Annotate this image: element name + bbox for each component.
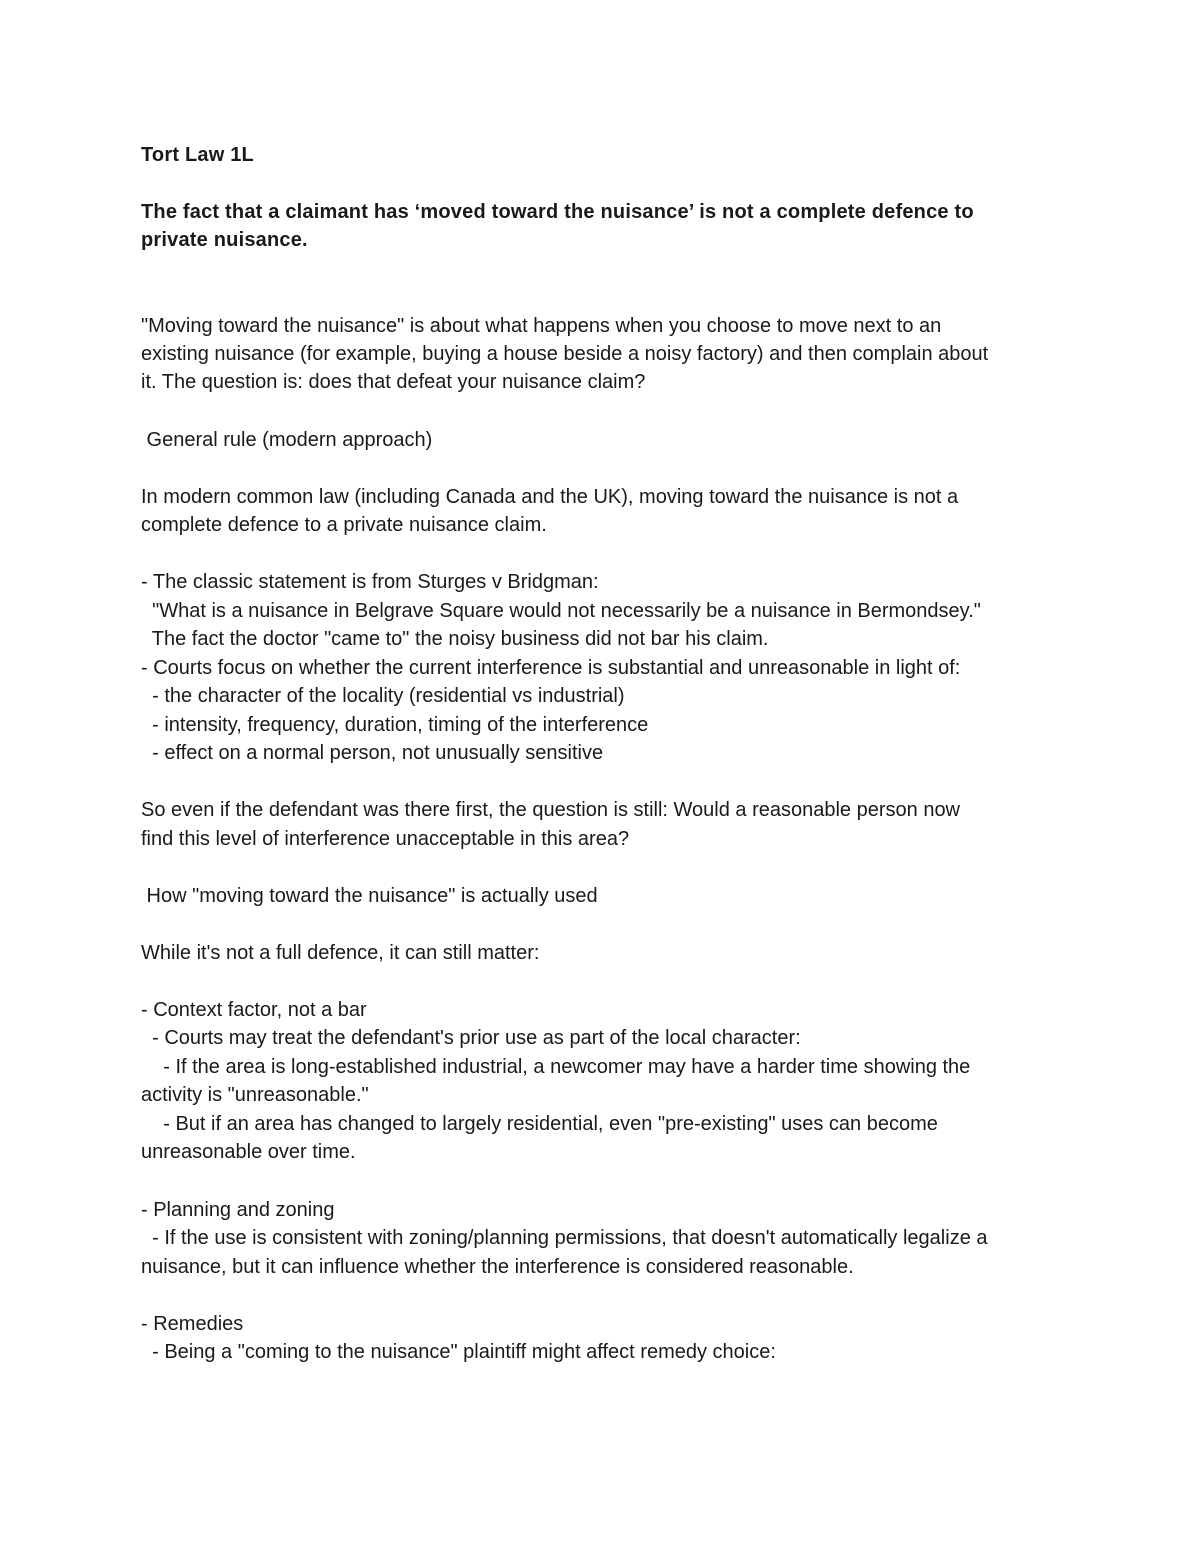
while-line: While it's not a full defence, it can still matter: xyxy=(141,942,540,964)
remedies-line-2: - Being a "coming to the nuisance" plaintiff might affect remedy choice: xyxy=(141,1341,776,1363)
context-line-6: unreasonable over time. xyxy=(141,1141,356,1163)
planning-line-1: - Planning and zoning xyxy=(141,1199,335,1221)
classic-line-4: - Courts focus on whether the current interference is substantial and unreasonable in light of: xyxy=(141,657,961,679)
classic-line-3: The fact the doctor "came to" the noisy business did not bar his claim. xyxy=(141,628,769,650)
general-rule-line-2: complete defence to a private nuisance claim. xyxy=(141,514,547,536)
intro-line-1: "Moving toward the nuisance" is about what happens when you choose to move next to an xyxy=(141,315,942,337)
planning-line-2: - If the use is consistent with zoning/planning permissions, that doesn't automatically legalize a xyxy=(141,1227,988,1249)
so-even-line-1: So even if the defendant was there first, the question is still: Would a reasonable person now xyxy=(141,799,961,821)
general-rule-line-1: In modern common law (including Canada and the UK), moving toward the nuisance is not a xyxy=(141,486,959,508)
classic-line-5: - the character of the locality (residential vs industrial) xyxy=(141,685,625,707)
heading-how-used: How "moving toward the nuisance" is actually used xyxy=(141,885,598,907)
thesis-line-1: The fact that a claimant has ‘moved toward the nuisance’ is not a complete defence to xyxy=(141,201,974,223)
classic-line-2: "What is a nuisance in Belgrave Square would not necessarily be a nuisance in Bermondsey." xyxy=(141,600,981,622)
context-line-1: - Context factor, not a bar xyxy=(141,999,367,1021)
so-even-line-2: find this level of interference unacceptable in this area? xyxy=(141,828,630,850)
context-line-5: - But if an area has changed to largely residential, even "pre-existing" uses can become xyxy=(141,1113,938,1135)
context-line-2: - Courts may treat the defendant's prior use as part of the local character: xyxy=(141,1027,801,1049)
classic-line-6: - intensity, frequency, duration, timing of the interference xyxy=(141,714,649,736)
intro-line-2: existing nuisance (for example, buying a house beside a noisy factory) and then complain about xyxy=(141,343,989,365)
context-line-4: activity is "unreasonable." xyxy=(141,1084,369,1106)
context-line-3: - If the area is long-established industrial, a newcomer may have a harder time showing the xyxy=(141,1056,971,1078)
thesis-line-2: private nuisance. xyxy=(141,229,308,251)
remedies-line-1: - Remedies xyxy=(141,1313,244,1335)
classic-line-1: - The classic statement is from Sturges v Bridgman: xyxy=(141,571,599,593)
heading-general-rule: General rule (modern approach) xyxy=(141,429,433,451)
intro-line-3: it. The question is: does that defeat your nuisance claim? xyxy=(141,371,646,393)
planning-line-3: nuisance, but it can influence whether the interference is considered reasonable. xyxy=(141,1256,854,1278)
classic-line-7: - effect on a normal person, not unusually sensitive xyxy=(141,742,604,764)
document-title: Tort Law 1L xyxy=(141,144,254,166)
